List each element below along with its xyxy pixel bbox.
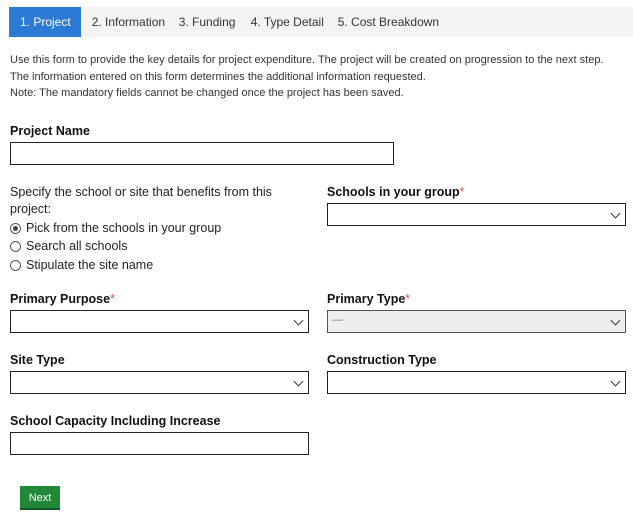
schools-group-label — [327, 185, 465, 199]
primary-type-label-text: Primary Type — [327, 292, 406, 306]
site-question: Specify the school or site that benefits from this project: — [10, 185, 272, 216]
construction-type-select[interactable] — [327, 371, 626, 394]
chevron-down-icon — [611, 376, 621, 386]
next-button[interactable]: Next — [20, 486, 60, 510]
tab-funding[interactable]: 3. Funding — [178, 15, 236, 29]
project-name-input[interactable] — [10, 142, 394, 165]
required-mark: * — [405, 292, 411, 306]
radio-unchecked-icon — [10, 260, 21, 271]
school-capacity-label: School Capacity Including Increase — [10, 414, 221, 428]
radio-search-all-schools[interactable] — [10, 239, 127, 253]
site-type-select[interactable] — [10, 371, 309, 394]
tab-information[interactable]: 2. Information — [91, 15, 166, 29]
radio-pick-from-group[interactable] — [10, 221, 221, 235]
wizard-tabs — [9, 7, 633, 37]
chevron-down-icon — [611, 315, 621, 325]
tab-cost-breakdown[interactable]: 5. Cost Breakdown — [337, 15, 440, 29]
schools-group-select[interactable] — [327, 203, 626, 226]
primary-purpose-select[interactable] — [10, 310, 309, 333]
intro-text — [10, 52, 604, 102]
chevron-down-icon — [294, 315, 304, 325]
required-mark: * — [110, 292, 115, 306]
radio-unchecked-icon — [10, 241, 21, 252]
intro-line: The information entered on this form determines the additional information requested. — [10, 70, 426, 83]
radio-checked-icon — [10, 223, 21, 234]
intro-line: Note: The mandatory fields cannot be changed once the project has been saved. — [10, 87, 404, 99]
radio-label: Pick from the schools in your group — [26, 221, 222, 235]
primary-type-value: — — [332, 314, 343, 326]
chevron-down-icon — [294, 376, 304, 386]
site-type-label: Site Type — [10, 353, 65, 367]
tab-project[interactable]: 1. Project — [9, 7, 81, 37]
chevron-down-icon — [611, 208, 621, 218]
tab-type-detail[interactable]: 4. Type Detail — [250, 15, 324, 29]
primary-type-label — [327, 292, 410, 306]
primary-type-select[interactable] — [327, 310, 626, 333]
primary-purpose-label — [10, 292, 115, 306]
radio-label: Stipulate the site name — [26, 258, 154, 272]
construction-type-label: Construction Type — [327, 353, 437, 367]
primary-purpose-label-text: Primary Purpose — [10, 292, 111, 306]
project-name-label: Project Name — [10, 124, 90, 138]
required-mark: * — [459, 185, 465, 199]
intro-line: Use this form to provide the key details for project expenditure. The project will be created on progression to the next step. — [10, 54, 604, 66]
schools-group-label-text: Schools in your group — [327, 185, 460, 199]
radio-stipulate-site-name[interactable] — [10, 258, 153, 272]
school-capacity-input[interactable] — [10, 432, 309, 455]
radio-label: Search all schools — [26, 239, 128, 253]
